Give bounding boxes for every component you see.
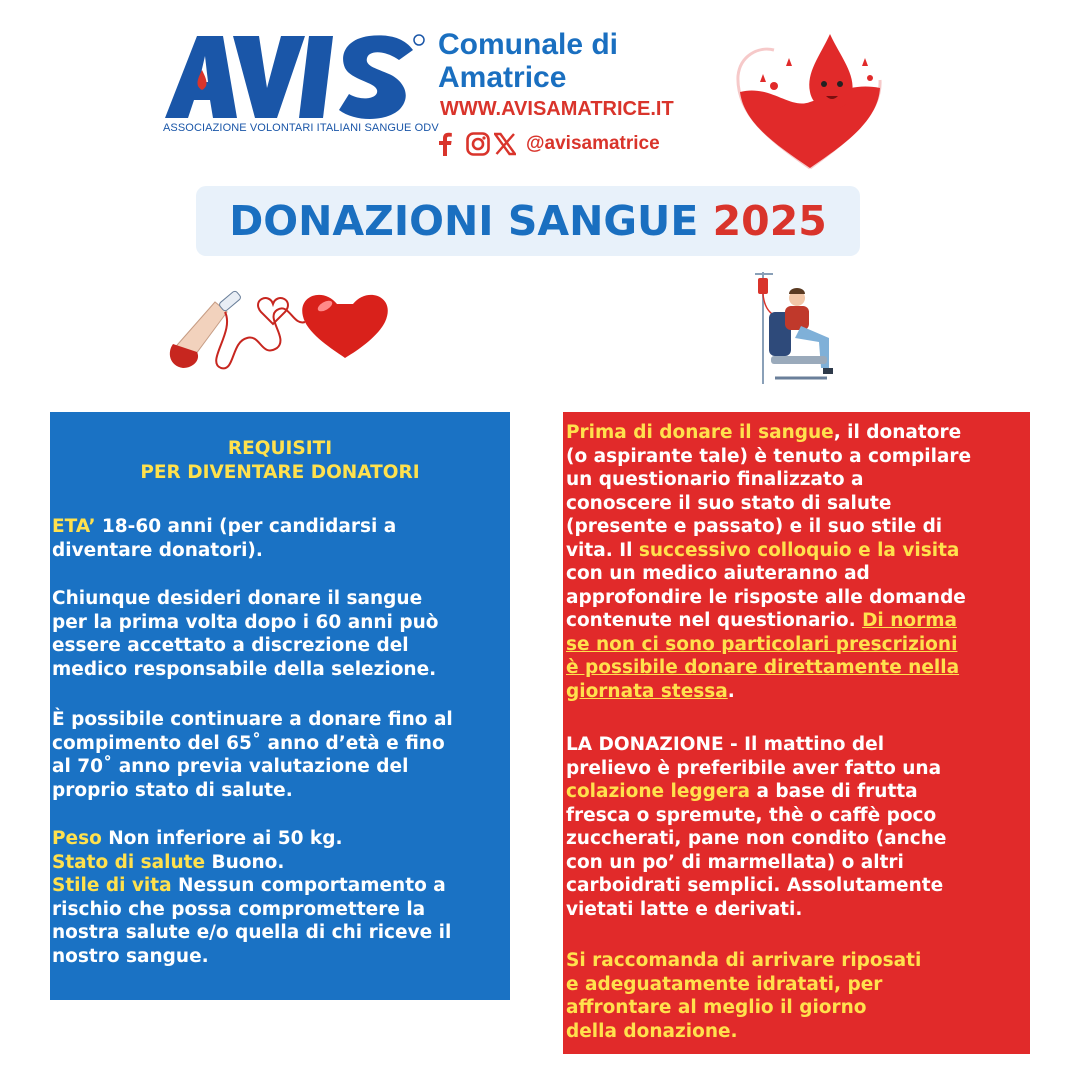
lifestyle-line1: Nessun comportamento a xyxy=(171,875,446,896)
donation-line7: carboidrati semplici. Assolutamente xyxy=(566,875,944,896)
weight-value: Non inferiore ai 50 kg. xyxy=(101,828,343,849)
recommendation-line1: Si raccomanda di arrivare riposati xyxy=(566,950,922,971)
continue-line3: al 70˚ anno previa valutazione del xyxy=(52,756,409,777)
org-name xyxy=(438,28,618,94)
donation-line2: prelievo è preferibile aver fatto una xyxy=(566,757,942,779)
lifestyle-line2: rischio che possa compromettere la xyxy=(52,898,426,920)
age-label: ETA’ xyxy=(52,516,96,537)
lifestyle-line3: nostra salute e/o quella di chi riceve il xyxy=(52,922,452,943)
donor-chair-illustration xyxy=(745,268,845,386)
weight-label: Peso xyxy=(52,828,102,849)
recommendation-line3: affrontare al meglio il giorno xyxy=(566,997,867,1018)
health-value: Buono. xyxy=(205,851,285,873)
title-year: 2025 xyxy=(712,197,827,245)
arm-heart-illustration xyxy=(165,282,395,374)
before-donation-line8: approfondire le risposte alle domande xyxy=(566,586,966,608)
over-60-line3: essere accettato a discrezione del xyxy=(52,635,409,656)
donation-paragraph xyxy=(566,733,946,921)
before-donation-line3: un questionario finalizzato a xyxy=(566,469,864,490)
donation-line5: zuccherati, pane non condito (anche xyxy=(566,828,947,849)
recommendation-line2: e adeguatamente idratati, per xyxy=(566,973,883,995)
period: . xyxy=(727,680,735,702)
logo-tagline: ASSOCIAZIONE VOLONTARI ITALIANI SANGUE ODV xyxy=(163,122,439,134)
over-60-line4: medico responsabile della selezione. xyxy=(52,658,437,680)
same-day-highlight-2: se non ci sono particolari prescrizioni xyxy=(566,633,958,655)
before-donation-line2: (o aspirante tale) è tenuto a compilare xyxy=(566,445,972,467)
donation-line3: a base di frutta xyxy=(750,781,918,802)
donation-line1: - Il mattino del xyxy=(723,734,885,755)
continue-line1: È possibile continuare a donare fino al xyxy=(52,709,453,730)
requirements-heading-line1: REQUISITI xyxy=(227,438,333,459)
social-row xyxy=(438,130,660,158)
before-donation-line6: vita. Il xyxy=(566,539,639,561)
continue-line2: compimento del 65˚ anno d’età e fino xyxy=(52,732,445,754)
light-breakfast-highlight: colazione leggera xyxy=(566,781,751,802)
lifestyle-line4: nostro sangue. xyxy=(52,945,209,967)
over-60-line1: Chiunque desideri donare il sangue xyxy=(52,588,423,609)
weight-health-lifestyle xyxy=(52,827,451,968)
social-handle[interactable]: @avisamatrice xyxy=(526,133,660,154)
same-day-highlight-4: giornata stessa xyxy=(566,680,728,702)
website-link[interactable]: WWW.AVISAMATRICE.IT xyxy=(440,98,674,120)
before-donation-line5: (presente e passato) e il suo stile di xyxy=(566,516,943,537)
health-label: Stato di salute xyxy=(52,851,206,873)
donation-heading: LA DONAZIONE xyxy=(566,734,724,755)
donation-line4: fresca o spremute, thè o caffè poco xyxy=(566,804,937,826)
requirements-heading xyxy=(50,437,510,484)
continue-line4: proprio stato di salute. xyxy=(52,779,293,801)
age-text-line1: 18-60 anni (per candidarsi a xyxy=(95,516,397,537)
before-donation-highlight: Prima di donare il sangue xyxy=(566,422,834,443)
org-name-line1: Comunale di xyxy=(438,28,619,61)
over-60-line2: per la prima volta dopo i 60 anni può xyxy=(52,611,439,633)
before-donation-line1: , il donatore xyxy=(833,422,962,443)
x-icon[interactable] xyxy=(494,132,516,156)
before-donation-line7: con un medico aiuteranno ad xyxy=(566,563,870,584)
instagram-icon[interactable] xyxy=(466,132,488,156)
interview-highlight: successivo colloquio e la visita xyxy=(638,539,960,561)
blood-drop-heart-illustration xyxy=(730,22,890,172)
before-donation-line4: conoscere il suo stato di salute xyxy=(566,492,892,514)
same-day-highlight-3: è possibile donare direttamente nella xyxy=(566,657,960,678)
lifestyle-label: Stile di vita xyxy=(52,875,172,896)
title-text: DONAZIONI SANGUE xyxy=(229,197,699,245)
continue-donating-paragraph xyxy=(52,708,453,802)
org-name-line2: Amatrice xyxy=(438,61,567,94)
facebook-icon[interactable] xyxy=(438,132,460,156)
page-title xyxy=(196,186,860,256)
donation-line8: vietati latte e derivati. xyxy=(566,898,803,920)
over-60-paragraph xyxy=(52,587,438,681)
before-donation-line9: contenute nel questionario. xyxy=(566,610,863,631)
age-paragraph xyxy=(52,515,396,562)
recommendation-paragraph xyxy=(566,949,921,1043)
donation-line6: con un po’ di marmellata) o altri xyxy=(566,851,904,873)
before-donation-paragraph xyxy=(566,421,971,703)
age-text-line2: diventare donatori). xyxy=(52,539,263,561)
same-day-highlight-1: Di norma xyxy=(862,610,957,631)
requirements-heading-line2: PER DIVENTARE DONATORI xyxy=(140,461,420,483)
recommendation-line4: della donazione. xyxy=(566,1020,738,1042)
